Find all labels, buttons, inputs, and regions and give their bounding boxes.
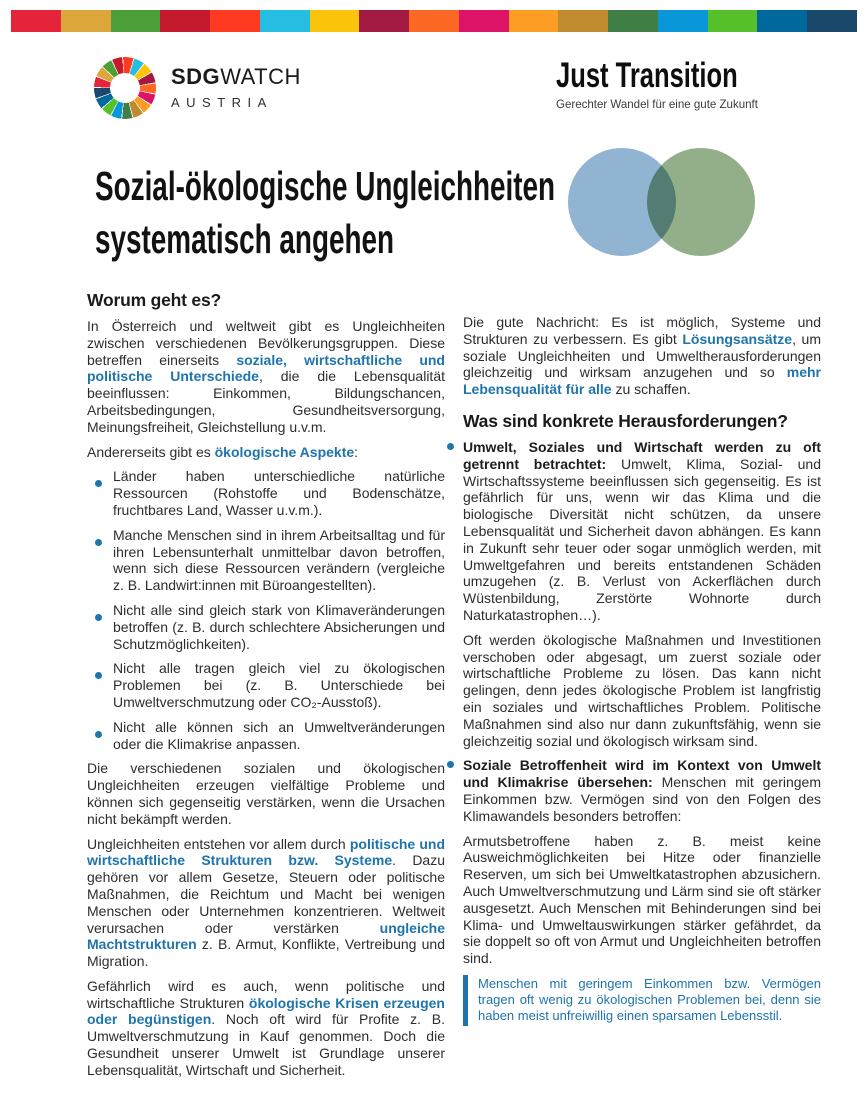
- paragraph: [87, 760, 445, 827]
- masthead-subtitle: Gerechter Wandel für eine gute Zukunft: [556, 97, 758, 111]
- accent-text: mehr Lebensqualität für alle: [463, 364, 821, 398]
- sdg-stripe-segment: [310, 10, 360, 32]
- bullet-list-item: [87, 719, 445, 753]
- section-heading-worum: Worum geht es?: [87, 290, 221, 310]
- sdg-stripe-segment: [409, 10, 459, 32]
- bullet-list-item: [87, 468, 445, 518]
- body-text: In Österreich und weltweit gibt es Ungleichheiten zwischen verschiedenen Bevölkerungsgruppen. Diese betreffen einerseits: [87, 318, 445, 368]
- body-text: Die verschiedenen sozialen und ökologischen Ungleichheiten erzeugen vielfältige Probleme und können sich gegenseitig verstärken, wenn die Ursachen nicht bekämpft werden.: [87, 760, 445, 827]
- sdg-stripe-segment: [359, 10, 409, 32]
- bullet-dot-icon: [447, 443, 454, 450]
- bullet-dot-icon: [95, 480, 102, 487]
- brand-name-regular: WATCH: [220, 64, 301, 89]
- sdg-stripe-segment: [757, 10, 807, 32]
- page-title-line1: Sozial-ökologische Ungleichheiten: [95, 163, 556, 209]
- brand-name-bold: SDG: [171, 64, 221, 89]
- accent-text: ungleiche Machtstrukturen: [87, 919, 445, 953]
- right-column: [447, 290, 821, 1026]
- accent-text: ökologische Krisen erzeugen oder begünstigen: [87, 994, 445, 1028]
- accent-text: Lösungsansätze: [682, 330, 793, 347]
- bullet-list-item: [87, 527, 445, 594]
- body-text: zu schaffen.: [611, 381, 691, 398]
- body-text: Oft werden ökologische Maßnahmen und Investitionen verschoben oder abgesagt, um zuerst soziale oder wirtschaftliche Probleme zu lösen. Das kann nicht gelingen, denn jedes ökologische Problem ist langfristig ein soziales und wirtschaftliches Problem. Politische Maßnahmen sind also nur dann zukunftsfähig, wenn sie gleichzeitig sozial und ökologisch wirksam sind.: [463, 631, 821, 749]
- body-text: , um soziale Ungleichheiten und Umweltherausforderungen gleichzeitig und wirksam anzugehen und so: [463, 330, 822, 381]
- sdg-stripe-segment: [807, 10, 857, 32]
- paragraph: [87, 444, 445, 461]
- sdg-color-stripe: [11, 10, 857, 32]
- accent-text: Soziale Betroffenheit wird im Kontext von Umwelt und Klimakrise übersehen:: [463, 757, 821, 791]
- masthead-title: Just Transition: [556, 56, 738, 95]
- bullet-dot-icon: [95, 731, 102, 738]
- bullet-text: Nicht alle tragen gleich viel zu ökologischen Problemen bei (z. B. Unterschiede bei Umweltverschmutzung oder CO₂-Ausstoß).: [113, 660, 445, 710]
- masthead: [556, 58, 796, 111]
- sdgwatch-logo: [94, 57, 301, 119]
- body-text: Menschen mit geringem Einkommen bzw. Vermögen sind von den Folgen des Klimawandels besonders betroffen:: [463, 774, 821, 824]
- body-text: :: [354, 443, 359, 460]
- bullet-dot-icon: [95, 539, 102, 546]
- callout-box: Menschen mit geringem Einkommen bzw. Vermögen tragen oft wenig zu ökologischen Problemen bei, denn sie haben meist unfreiwillig einen sparsamen Lebensstil.: [463, 975, 821, 1026]
- paragraph: [87, 836, 445, 970]
- brand-name: [171, 66, 301, 88]
- body-text: Andererseits gibt es: [87, 443, 215, 460]
- page-title-line2: systematisch angehen: [95, 216, 395, 262]
- body-text: Ungleichheiten entstehen vor allem durch: [87, 835, 350, 852]
- body-text: , die die Lebensqualität beeinflussen: Einkommen, Bildungschancen, Arbeitsbedingungen, Gesundheitsversorgung, Meinungsfreiheit, Gleichstellung u.v.m.: [87, 368, 445, 435]
- bullet-dot-icon: [95, 672, 102, 679]
- sdg-stripe-segment: [608, 10, 658, 32]
- sdg-stripe-segment: [160, 10, 210, 32]
- paragraph: [87, 978, 445, 1079]
- paragraph: [447, 833, 821, 967]
- sdgwatch-logo-text: [171, 66, 301, 110]
- body-text: Armutsbetroffene haben z. B. meist keine Ausweichmöglichkeiten bei Hitze oder finanzielle Reserven, um sich bei Umweltkatastrophen abzusichern. Auch Umweltverschmutzung und Lärm sind sie oft stärker ausgesetzt. Auch Menschen mit Behinderungen sind bei Klima- und Umweltauswirkungen stärker gefährdet, da sie doppelt so oft von Armut und Ungleichheiten betroffen sind.: [463, 832, 821, 967]
- bullet-text: Nicht alle können sich an Umweltveränderungen oder die Klimakrise anpassen.: [113, 718, 445, 752]
- body-text: Umwelt, Klima, Sozial- und Wirtschaftssysteme beeinflussen sich gegenseitig. Es ist gefährlich für uns, wenn wir das Klima und die biologische Diversität nicht schützen, da unsere Lebensqualität und Sicherheit davon abhängen. Es kann in Zukunft sehr teuer oder sogar unmöglich werden, mit Umweltgefahren und bereits entstandenen Schäden umzugehen (z. B. Verlust von Ackerflächen durch Wüstenbildung, Zerstörte Wohnorte durch Naturkatastrophen…).: [463, 455, 821, 623]
- sdg-stripe-segment: [658, 10, 708, 32]
- bullet-dot-icon: [95, 614, 102, 621]
- sdg-stripe-segment: [459, 10, 509, 32]
- bullet-text: Länder haben unterschiedliche natürliche Ressourcen (Rohstoffe und Bodenschätze, fruchtbares Land, Wasser u.v.m.).: [113, 468, 445, 518]
- body-text: . Dazu gehören vor allem Gesetze, Steuern oder politische Maßnahmen, die Reichtum und Macht bei wenigen Menschen oder Unternehmen konzentrieren. Weltweit verursachen oder verstärken: [87, 852, 445, 936]
- sdg-stripe-segment: [111, 10, 161, 32]
- challenge-item: [447, 757, 821, 824]
- body-text: . Noch oft wird für Profite z. B. Umweltverschmutzung in Kauf genommen. Doch die Gesundheit unserer Umwelt ist Grundlage unserer Lebensqualität, Wirtschaft und Sicherheit.: [87, 1011, 446, 1078]
- sdg-stripe-segment: [260, 10, 310, 32]
- sdg-wheel-center: [110, 73, 140, 103]
- bullet-list-item: [87, 602, 445, 652]
- body-text: Die gute Nachricht: Es ist möglich, Systeme und Strukturen zu verbessern. Es gibt: [463, 314, 821, 347]
- sdg-stripe-segment: [509, 10, 559, 32]
- challenge-lead: [463, 757, 821, 824]
- brand-country: AUSTRIA: [171, 95, 273, 110]
- section-heading-herausforderungen: Was sind konkrete Herausforderungen?: [463, 410, 788, 431]
- accent-text: Umwelt, Soziales und Wirtschaft werden zu oft getrennt betrachtet:: [463, 438, 821, 472]
- sdg-stripe-segment: [708, 10, 758, 32]
- sdg-stripe-segment: [11, 10, 61, 32]
- bullet-list: [87, 468, 445, 752]
- challenge-item: [447, 439, 821, 624]
- sdg-stripe-segment: [558, 10, 608, 32]
- sdg-wheel-icon: [94, 57, 156, 119]
- bullet-dot-icon: [447, 761, 454, 768]
- body-text: Gefährlich wird es auch, wenn politische und wirtschaftliche Strukturen: [87, 977, 445, 1011]
- body-text: z. B. Armut, Konflikte, Vertreibung und Migration.: [87, 936, 445, 970]
- sdg-stripe-segment: [61, 10, 111, 32]
- venn-diagram: [568, 148, 758, 258]
- accent-text: politische und wirtschaftliche Strukturen bzw. Systeme: [87, 835, 446, 869]
- bullet-text: Manche Menschen sind in ihrem Arbeitsalltag und für ihren Lebensunterhalt unmittelbar davon betroffen, wenn sich diese Ressourcen verändern (vergleiche z. B. Landwirt:innen mit Büroangestellten).: [113, 526, 445, 594]
- bullet-list-item: [87, 660, 445, 710]
- accent-text: soziale, wirtschaftliche und politische Unterschiede: [87, 351, 445, 385]
- bullet-text: Nicht alle sind gleich stark von Klimaveränderungen betroffen (z. B. durch schlechtere Absicherungen und Schutzmöglichkeiten).: [113, 601, 445, 652]
- sdg-stripe-segment: [210, 10, 260, 32]
- challenge-lead: [463, 439, 821, 624]
- venn-circle-green: [647, 148, 755, 256]
- paragraph: [447, 314, 821, 398]
- left-column: [87, 290, 445, 1087]
- paragraph: [87, 318, 445, 436]
- accent-text: ökologische Aspekte: [214, 443, 355, 460]
- paragraph: [447, 632, 821, 750]
